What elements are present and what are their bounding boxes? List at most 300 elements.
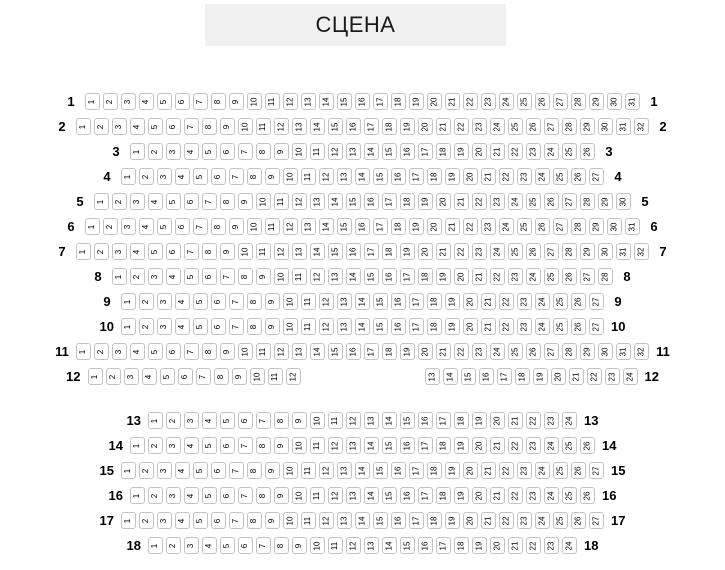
seat[interactable]: [346, 487, 361, 504]
seat[interactable]: [587, 368, 602, 385]
seat[interactable]: [553, 93, 568, 110]
seat[interactable]: [202, 243, 217, 260]
seat[interactable]: [220, 118, 235, 135]
seat[interactable]: [301, 168, 316, 185]
seat[interactable]: [382, 193, 397, 210]
seat[interactable]: [355, 318, 370, 335]
seat[interactable]: [265, 218, 280, 235]
seat[interactable]: [562, 537, 577, 554]
seat[interactable]: [247, 293, 262, 310]
seat[interactable]: [562, 412, 577, 429]
seat[interactable]: [589, 512, 604, 529]
seat[interactable]: [409, 218, 424, 235]
seat[interactable]: [553, 293, 568, 310]
seat[interactable]: [328, 193, 343, 210]
seat[interactable]: [166, 118, 181, 135]
seat[interactable]: [211, 218, 226, 235]
seat[interactable]: [580, 343, 595, 360]
seat[interactable]: [463, 93, 478, 110]
seat[interactable]: [445, 168, 460, 185]
seat[interactable]: [310, 537, 325, 554]
seat[interactable]: [364, 343, 379, 360]
seat[interactable]: [535, 512, 550, 529]
seat[interactable]: [121, 218, 136, 235]
seat[interactable]: [427, 318, 442, 335]
seat[interactable]: [292, 268, 307, 285]
seat[interactable]: [184, 118, 199, 135]
seat[interactable]: [346, 537, 361, 554]
seat[interactable]: [337, 168, 352, 185]
seat[interactable]: [238, 537, 253, 554]
seat[interactable]: [292, 193, 307, 210]
seat[interactable]: [544, 268, 559, 285]
seat[interactable]: [454, 193, 469, 210]
seat[interactable]: [220, 437, 235, 454]
seat[interactable]: [436, 487, 451, 504]
seat[interactable]: [373, 462, 388, 479]
seat[interactable]: [580, 268, 595, 285]
seat[interactable]: [445, 218, 460, 235]
seat[interactable]: [490, 343, 505, 360]
seat[interactable]: [544, 537, 559, 554]
seat[interactable]: [454, 343, 469, 360]
seat[interactable]: [400, 268, 415, 285]
seat[interactable]: [544, 118, 559, 135]
seat[interactable]: [301, 318, 316, 335]
seat[interactable]: [607, 218, 622, 235]
seat[interactable]: [328, 412, 343, 429]
seat[interactable]: [436, 412, 451, 429]
seat[interactable]: [562, 143, 577, 160]
seat[interactable]: [184, 437, 199, 454]
seat[interactable]: [425, 368, 440, 385]
seat[interactable]: [286, 368, 301, 385]
seat[interactable]: [337, 512, 352, 529]
seat[interactable]: [130, 118, 145, 135]
seat[interactable]: [526, 437, 541, 454]
seat[interactable]: [544, 343, 559, 360]
seat[interactable]: [427, 462, 442, 479]
seat[interactable]: [238, 437, 253, 454]
seat[interactable]: [175, 168, 190, 185]
seat[interactable]: [436, 243, 451, 260]
seat[interactable]: [508, 437, 523, 454]
seat[interactable]: [247, 318, 262, 335]
seat[interactable]: [202, 343, 217, 360]
seat[interactable]: [268, 368, 283, 385]
seat[interactable]: [499, 168, 514, 185]
seat[interactable]: [623, 368, 638, 385]
seat[interactable]: [139, 462, 154, 479]
seat[interactable]: [139, 293, 154, 310]
seat[interactable]: [220, 343, 235, 360]
seat[interactable]: [220, 268, 235, 285]
seat[interactable]: [328, 268, 343, 285]
seat[interactable]: [283, 93, 298, 110]
seat[interactable]: [166, 343, 181, 360]
seat[interactable]: [391, 512, 406, 529]
seat[interactable]: [517, 512, 532, 529]
seat[interactable]: [391, 168, 406, 185]
seat[interactable]: [481, 318, 496, 335]
seat[interactable]: [472, 487, 487, 504]
seat[interactable]: [211, 462, 226, 479]
seat[interactable]: [364, 243, 379, 260]
seat[interactable]: [562, 343, 577, 360]
seat[interactable]: [508, 193, 523, 210]
seat[interactable]: [400, 537, 415, 554]
seat[interactable]: [589, 293, 604, 310]
seat[interactable]: [247, 93, 262, 110]
seat[interactable]: [481, 93, 496, 110]
seat[interactable]: [499, 512, 514, 529]
seat[interactable]: [472, 537, 487, 554]
seat[interactable]: [148, 243, 163, 260]
seat[interactable]: [364, 537, 379, 554]
seat[interactable]: [461, 368, 476, 385]
seat[interactable]: [229, 512, 244, 529]
seat[interactable]: [544, 193, 559, 210]
seat[interactable]: [355, 168, 370, 185]
seat[interactable]: [562, 268, 577, 285]
seat[interactable]: [256, 118, 271, 135]
seat[interactable]: [220, 243, 235, 260]
seat[interactable]: [130, 487, 145, 504]
seat[interactable]: [346, 437, 361, 454]
seat[interactable]: [526, 268, 541, 285]
seat[interactable]: [553, 462, 568, 479]
seat[interactable]: [517, 318, 532, 335]
seat[interactable]: [283, 218, 298, 235]
seat[interactable]: [445, 93, 460, 110]
seat[interactable]: [112, 243, 127, 260]
seat[interactable]: [328, 143, 343, 160]
seat[interactable]: [499, 318, 514, 335]
seat[interactable]: [625, 218, 640, 235]
seat[interactable]: [418, 243, 433, 260]
seat[interactable]: [517, 462, 532, 479]
seat[interactable]: [211, 318, 226, 335]
seat[interactable]: [301, 293, 316, 310]
seat[interactable]: [364, 143, 379, 160]
seat[interactable]: [634, 118, 649, 135]
seat[interactable]: [535, 168, 550, 185]
seat[interactable]: [274, 412, 289, 429]
seat[interactable]: [112, 118, 127, 135]
seat[interactable]: [472, 193, 487, 210]
seat[interactable]: [571, 218, 586, 235]
seat[interactable]: [175, 93, 190, 110]
seat[interactable]: [328, 487, 343, 504]
seat[interactable]: [157, 93, 172, 110]
seat[interactable]: [292, 537, 307, 554]
seat[interactable]: [418, 268, 433, 285]
seat[interactable]: [94, 343, 109, 360]
seat[interactable]: [337, 93, 352, 110]
seat[interactable]: [292, 243, 307, 260]
seat[interactable]: [184, 143, 199, 160]
seat[interactable]: [418, 412, 433, 429]
seat[interactable]: [346, 193, 361, 210]
seat[interactable]: [580, 118, 595, 135]
seat[interactable]: [472, 437, 487, 454]
seat[interactable]: [112, 343, 127, 360]
seat[interactable]: [292, 412, 307, 429]
seat[interactable]: [526, 487, 541, 504]
seat[interactable]: [121, 318, 136, 335]
seat[interactable]: [400, 437, 415, 454]
seat[interactable]: [515, 368, 530, 385]
seat[interactable]: [479, 368, 494, 385]
seat[interactable]: [409, 462, 424, 479]
seat[interactable]: [310, 268, 325, 285]
seat[interactable]: [382, 268, 397, 285]
seat[interactable]: [328, 437, 343, 454]
seat[interactable]: [247, 512, 262, 529]
seat[interactable]: [427, 218, 442, 235]
seat[interactable]: [508, 268, 523, 285]
seat[interactable]: [418, 193, 433, 210]
seat[interactable]: [571, 462, 586, 479]
seat[interactable]: [562, 487, 577, 504]
seat[interactable]: [508, 412, 523, 429]
seat[interactable]: [292, 118, 307, 135]
seat[interactable]: [634, 343, 649, 360]
seat[interactable]: [391, 293, 406, 310]
seat[interactable]: [445, 318, 460, 335]
seat[interactable]: [319, 318, 334, 335]
seat[interactable]: [232, 368, 247, 385]
seat[interactable]: [454, 243, 469, 260]
seat[interactable]: [202, 487, 217, 504]
seat[interactable]: [184, 412, 199, 429]
seat[interactable]: [184, 243, 199, 260]
seat[interactable]: [238, 118, 253, 135]
seat[interactable]: [355, 512, 370, 529]
seat[interactable]: [562, 118, 577, 135]
seat[interactable]: [517, 293, 532, 310]
seat[interactable]: [193, 318, 208, 335]
seat[interactable]: [283, 318, 298, 335]
seat[interactable]: [355, 293, 370, 310]
seat[interactable]: [256, 487, 271, 504]
seat[interactable]: [193, 512, 208, 529]
seat[interactable]: [373, 293, 388, 310]
seat[interactable]: [157, 293, 172, 310]
seat[interactable]: [106, 368, 121, 385]
seat[interactable]: [589, 168, 604, 185]
seat[interactable]: [76, 343, 91, 360]
seat[interactable]: [373, 93, 388, 110]
seat[interactable]: [310, 437, 325, 454]
seat[interactable]: [346, 268, 361, 285]
seat[interactable]: [436, 143, 451, 160]
seat[interactable]: [472, 268, 487, 285]
seat[interactable]: [463, 293, 478, 310]
seat[interactable]: [517, 218, 532, 235]
seat[interactable]: [310, 412, 325, 429]
seat[interactable]: [166, 537, 181, 554]
seat[interactable]: [202, 268, 217, 285]
seat[interactable]: [481, 218, 496, 235]
seat[interactable]: [292, 437, 307, 454]
seat[interactable]: [238, 487, 253, 504]
seat[interactable]: [409, 318, 424, 335]
seat[interactable]: [490, 243, 505, 260]
seat[interactable]: [373, 218, 388, 235]
seat[interactable]: [346, 118, 361, 135]
seat[interactable]: [211, 512, 226, 529]
seat[interactable]: [202, 412, 217, 429]
seat[interactable]: [400, 193, 415, 210]
seat[interactable]: [256, 437, 271, 454]
seat[interactable]: [391, 93, 406, 110]
seat[interactable]: [589, 218, 604, 235]
seat[interactable]: [310, 143, 325, 160]
seat[interactable]: [400, 412, 415, 429]
seat[interactable]: [103, 218, 118, 235]
seat[interactable]: [310, 193, 325, 210]
seat[interactable]: [409, 168, 424, 185]
seat[interactable]: [526, 343, 541, 360]
seat[interactable]: [571, 512, 586, 529]
seat[interactable]: [88, 368, 103, 385]
seat[interactable]: [472, 243, 487, 260]
seat[interactable]: [533, 368, 548, 385]
seat[interactable]: [274, 343, 289, 360]
seat[interactable]: [418, 143, 433, 160]
seat[interactable]: [184, 193, 199, 210]
seat[interactable]: [265, 168, 280, 185]
seat[interactable]: [265, 512, 280, 529]
seat[interactable]: [337, 318, 352, 335]
seat[interactable]: [418, 343, 433, 360]
seat[interactable]: [274, 487, 289, 504]
seat[interactable]: [121, 293, 136, 310]
seat[interactable]: [229, 168, 244, 185]
seat[interactable]: [364, 118, 379, 135]
seat[interactable]: [202, 537, 217, 554]
seat[interactable]: [472, 343, 487, 360]
seat[interactable]: [445, 293, 460, 310]
seat[interactable]: [346, 143, 361, 160]
seat[interactable]: [175, 218, 190, 235]
seat[interactable]: [481, 462, 496, 479]
seat[interactable]: [436, 268, 451, 285]
seat[interactable]: [598, 193, 613, 210]
seat[interactable]: [490, 143, 505, 160]
seat[interactable]: [463, 462, 478, 479]
seat[interactable]: [517, 168, 532, 185]
seat[interactable]: [551, 368, 566, 385]
seat[interactable]: [265, 93, 280, 110]
seat[interactable]: [562, 243, 577, 260]
seat[interactable]: [274, 437, 289, 454]
seat[interactable]: [301, 462, 316, 479]
seat[interactable]: [211, 93, 226, 110]
seat[interactable]: [292, 343, 307, 360]
seat[interactable]: [175, 318, 190, 335]
seat[interactable]: [274, 268, 289, 285]
seat[interactable]: [220, 487, 235, 504]
seat[interactable]: [184, 537, 199, 554]
seat[interactable]: [409, 93, 424, 110]
seat[interactable]: [400, 243, 415, 260]
seat[interactable]: [562, 193, 577, 210]
seat[interactable]: [364, 437, 379, 454]
seat[interactable]: [400, 343, 415, 360]
seat[interactable]: [301, 512, 316, 529]
seat[interactable]: [499, 462, 514, 479]
seat[interactable]: [436, 343, 451, 360]
seat[interactable]: [571, 168, 586, 185]
seat[interactable]: [454, 118, 469, 135]
seat[interactable]: [436, 537, 451, 554]
seat[interactable]: [544, 243, 559, 260]
seat[interactable]: [94, 118, 109, 135]
seat[interactable]: [238, 243, 253, 260]
seat[interactable]: [443, 368, 458, 385]
seat[interactable]: [382, 412, 397, 429]
seat[interactable]: [373, 512, 388, 529]
seat[interactable]: [292, 487, 307, 504]
seat[interactable]: [301, 218, 316, 235]
seat[interactable]: [436, 193, 451, 210]
seat[interactable]: [490, 118, 505, 135]
seat[interactable]: [427, 168, 442, 185]
seat[interactable]: [526, 193, 541, 210]
seat[interactable]: [178, 368, 193, 385]
seat[interactable]: [319, 93, 334, 110]
seat[interactable]: [598, 118, 613, 135]
seat[interactable]: [391, 318, 406, 335]
seat[interactable]: [310, 243, 325, 260]
seat[interactable]: [364, 412, 379, 429]
seat[interactable]: [571, 318, 586, 335]
seat[interactable]: [391, 218, 406, 235]
seat[interactable]: [598, 268, 613, 285]
seat[interactable]: [184, 487, 199, 504]
seat[interactable]: [166, 143, 181, 160]
seat[interactable]: [124, 368, 139, 385]
seat[interactable]: [436, 437, 451, 454]
seat[interactable]: [157, 318, 172, 335]
seat[interactable]: [166, 412, 181, 429]
seat[interactable]: [569, 368, 584, 385]
seat[interactable]: [463, 318, 478, 335]
seat[interactable]: [319, 293, 334, 310]
seat[interactable]: [454, 143, 469, 160]
seat[interactable]: [454, 412, 469, 429]
seat[interactable]: [229, 462, 244, 479]
seat[interactable]: [580, 487, 595, 504]
seat[interactable]: [274, 143, 289, 160]
seat[interactable]: [283, 462, 298, 479]
seat[interactable]: [328, 537, 343, 554]
seat[interactable]: [148, 487, 163, 504]
seat[interactable]: [283, 168, 298, 185]
seat[interactable]: [274, 537, 289, 554]
seat[interactable]: [184, 268, 199, 285]
seat[interactable]: [130, 343, 145, 360]
seat[interactable]: [121, 462, 136, 479]
seat[interactable]: [265, 462, 280, 479]
seat[interactable]: [400, 118, 415, 135]
seat[interactable]: [553, 168, 568, 185]
seat[interactable]: [337, 462, 352, 479]
seat[interactable]: [148, 537, 163, 554]
seat[interactable]: [130, 243, 145, 260]
